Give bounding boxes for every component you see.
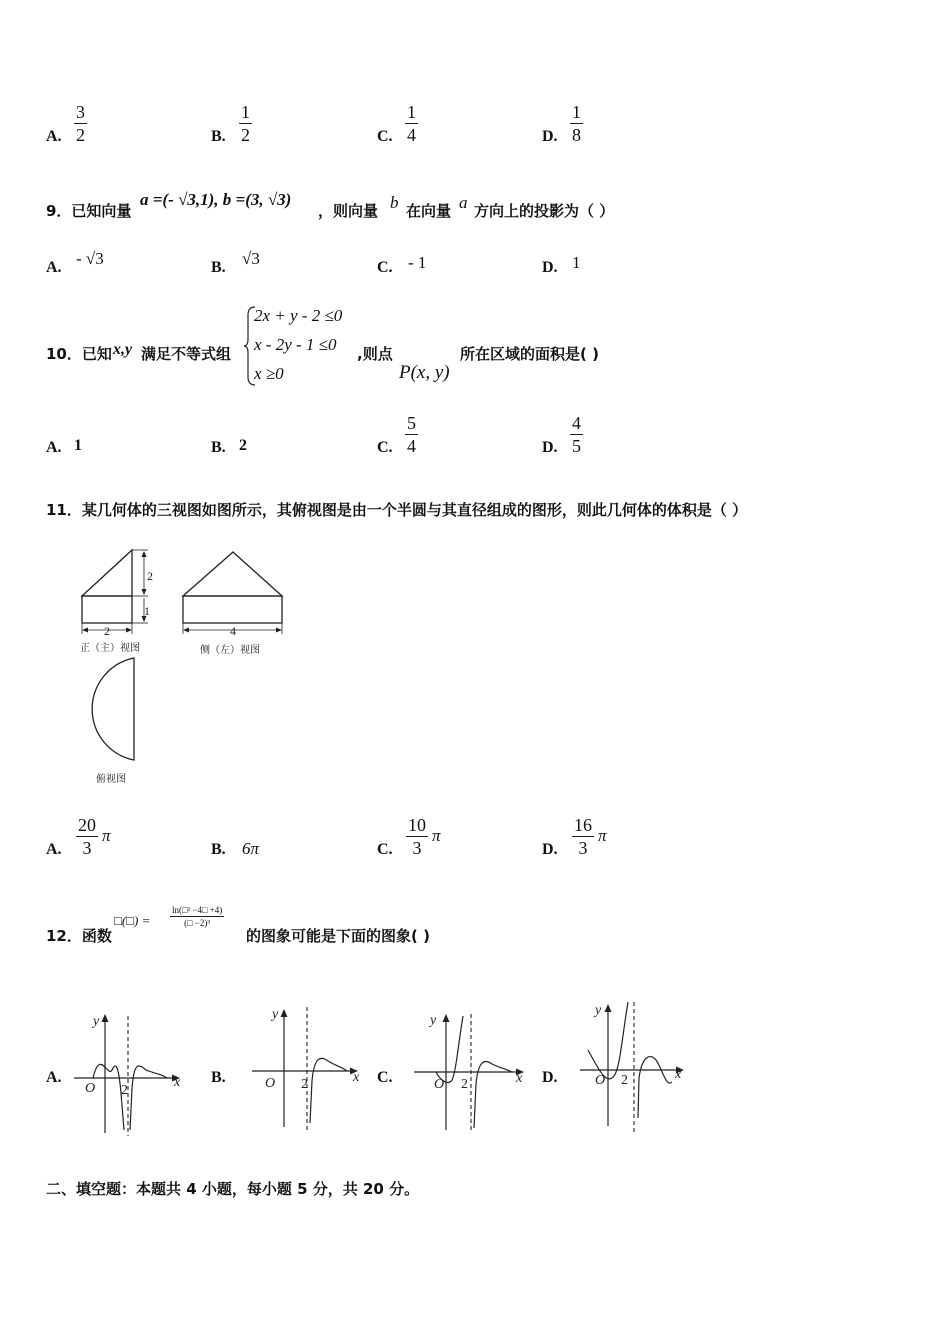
fraction-numerator: 1 bbox=[407, 102, 416, 122]
q8-option-c-letter: C. bbox=[377, 128, 393, 145]
top-view-label: 俯视图 bbox=[96, 774, 126, 785]
q9-option-c-value[interactable]: - 1 bbox=[408, 253, 427, 272]
q12-option-d-letter: D. bbox=[542, 1069, 558, 1086]
side-view-label: 侧（左）视图 bbox=[200, 645, 260, 656]
q8-option-a-fraction[interactable] bbox=[74, 101, 87, 146]
q9-vectors: a =(- √3,1), b =(3, √3) bbox=[140, 190, 292, 209]
pi-symbol: π bbox=[598, 826, 607, 845]
q9-prefix: 9．已知向量 bbox=[46, 202, 132, 220]
axis-x-label: x bbox=[353, 1070, 360, 1085]
fraction-denominator: 4 bbox=[407, 125, 416, 145]
q9-option-a-letter: A. bbox=[46, 259, 62, 276]
q12-function-lhs: □(□) = bbox=[114, 913, 151, 928]
tick-2-label: 2 bbox=[621, 1073, 628, 1088]
q12-graph-d[interactable] bbox=[576, 998, 696, 1138]
fraction-denominator: 3 bbox=[578, 838, 588, 858]
dim-2-bottom: 2 bbox=[104, 624, 110, 638]
tick-2-label: 2 bbox=[301, 1077, 308, 1092]
q10-option-d-letter: D. bbox=[542, 439, 558, 456]
three-view-figure bbox=[70, 540, 290, 790]
fraction-numerator: 20 bbox=[78, 815, 96, 835]
fraction-denominator: 8 bbox=[572, 125, 581, 145]
q10-vars: x,y bbox=[113, 341, 133, 358]
q12-function-fraction bbox=[170, 904, 224, 929]
q9-var-b: b bbox=[390, 193, 399, 212]
q10-prefix: 10．已知 bbox=[46, 345, 112, 363]
q9-option-d-value[interactable]: 1 bbox=[572, 253, 581, 272]
fraction-denominator: (□ −2)³ bbox=[184, 918, 211, 928]
fraction-denominator: 3 bbox=[82, 838, 92, 858]
q10-point: P(x, y) bbox=[399, 362, 450, 383]
q9-var-a: a bbox=[459, 193, 468, 212]
fraction-numerator: 4 bbox=[572, 413, 581, 433]
q12-option-c-letter: C. bbox=[377, 1069, 393, 1086]
fraction-denominator: 5 bbox=[572, 436, 581, 456]
fraction-denominator: 4 bbox=[407, 436, 416, 456]
section-2-heading: 二、填空题：本题共 4 小题，每小题 5 分，共 20 分。 bbox=[46, 1180, 420, 1198]
q11-option-b-value[interactable]: 6π bbox=[242, 839, 260, 858]
axis-y-label: y bbox=[595, 1003, 602, 1018]
q8-option-d-fraction[interactable] bbox=[570, 101, 583, 146]
q11-option-c-fraction[interactable] bbox=[406, 814, 428, 859]
q9-option-c-letter: C. bbox=[377, 259, 393, 276]
axis-y-label: y bbox=[430, 1013, 437, 1028]
dim-4: 4 bbox=[230, 624, 236, 638]
fraction-numerator: 5 bbox=[407, 413, 416, 433]
q10-mid: 满足不等式组 bbox=[141, 345, 232, 363]
q10-option-a-letter: A. bbox=[46, 439, 62, 456]
q9-mid1: ，则向量 bbox=[318, 202, 379, 220]
q11-option-b-letter: B. bbox=[211, 841, 226, 858]
q10-option-a-value[interactable]: 1 bbox=[74, 437, 82, 454]
q10-option-c-letter: C. bbox=[377, 439, 393, 456]
front-view bbox=[82, 550, 148, 634]
origin-label: O bbox=[265, 1076, 276, 1091]
q10-option-d-fraction[interactable] bbox=[570, 412, 583, 457]
q11-option-c-letter: C. bbox=[377, 841, 393, 858]
origin-label: O bbox=[85, 1081, 96, 1096]
tick-2-label: 2 bbox=[461, 1077, 468, 1092]
origin-label: O bbox=[595, 1073, 606, 1088]
q10-inequality-3: x ≥0 bbox=[254, 364, 284, 383]
dim-1: 1 bbox=[144, 604, 150, 618]
axis-x-label: x bbox=[675, 1067, 682, 1082]
q9-mid2: 在向量 bbox=[406, 202, 452, 220]
q12-option-b-letter: B. bbox=[211, 1069, 226, 1086]
fraction-denominator: 2 bbox=[76, 125, 85, 145]
q9-option-b-letter: B. bbox=[211, 259, 226, 276]
pi-symbol: π bbox=[432, 826, 441, 845]
q10-option-b-letter: B. bbox=[211, 439, 226, 456]
q12-graph-a[interactable] bbox=[68, 1008, 188, 1138]
fraction-numerator: 1 bbox=[572, 102, 581, 122]
front-view-label: 正（主）视图 bbox=[80, 643, 140, 654]
axis-y-label: y bbox=[272, 1007, 279, 1022]
q10-then: ,则点 bbox=[357, 345, 393, 363]
q12-graph-c[interactable] bbox=[408, 1006, 528, 1136]
q12-suffix: 的图象可能是下面的图象( ) bbox=[246, 927, 430, 945]
q9-option-d-letter: D. bbox=[542, 259, 558, 276]
q10-option-c-fraction[interactable] bbox=[405, 412, 418, 457]
fraction-denominator: 3 bbox=[412, 838, 422, 858]
fraction-denominator: 2 bbox=[241, 125, 250, 145]
fraction-numerator: 3 bbox=[76, 102, 85, 122]
dim-2-top: 2 bbox=[147, 569, 153, 583]
q10-suffix: 所在区域的面积是( ) bbox=[460, 345, 599, 363]
q11-option-a-fraction[interactable] bbox=[76, 814, 98, 859]
q11-option-a-letter: A. bbox=[46, 841, 62, 858]
side-view bbox=[183, 552, 282, 634]
tick-2-label: 2 bbox=[121, 1083, 128, 1098]
axis-y-label: y bbox=[93, 1014, 100, 1029]
axis-x-label: x bbox=[174, 1075, 181, 1090]
fraction-numerator: 10 bbox=[408, 815, 426, 835]
q12-graph-b[interactable] bbox=[246, 1003, 366, 1133]
q9-suffix: 方向上的投影为（ ） bbox=[474, 202, 615, 220]
q10-option-b-value[interactable]: 2 bbox=[239, 437, 247, 454]
q12-prefix: 12．函数 bbox=[46, 927, 112, 945]
q10-inequality-1: 2x + y - 2 ≤0 bbox=[254, 306, 343, 325]
q9-option-b-value[interactable]: √3 bbox=[242, 249, 260, 268]
q8-option-c-fraction[interactable] bbox=[405, 101, 418, 146]
q8-option-b-fraction[interactable] bbox=[239, 101, 252, 146]
q8-option-b-letter: B. bbox=[211, 128, 226, 145]
q11-option-d-fraction[interactable] bbox=[572, 814, 594, 859]
q8-option-d-letter: D. bbox=[542, 128, 558, 145]
fraction-numerator: ln(□² −4□ +4) bbox=[172, 905, 223, 915]
q11-option-d-letter: D. bbox=[542, 841, 558, 858]
q10-inequality-2: x - 2y - 1 ≤0 bbox=[254, 335, 337, 354]
q8-option-a-letter: A. bbox=[46, 128, 62, 145]
fraction-numerator: 1 bbox=[241, 102, 250, 122]
top-view bbox=[92, 658, 134, 760]
origin-label: O bbox=[434, 1077, 445, 1092]
fraction-numerator: 16 bbox=[574, 815, 592, 835]
q9-option-a-value[interactable]: - √3 bbox=[76, 249, 104, 268]
q12-option-a-letter: A. bbox=[46, 1069, 62, 1086]
q11-text: 11．某几何体的三视图如图所示，其俯视图是由一个半圆与其直径组成的图形，则此几何体的体积是（ ） bbox=[46, 501, 748, 519]
axis-x-label: x bbox=[516, 1071, 523, 1086]
pi-symbol: π bbox=[102, 826, 111, 845]
